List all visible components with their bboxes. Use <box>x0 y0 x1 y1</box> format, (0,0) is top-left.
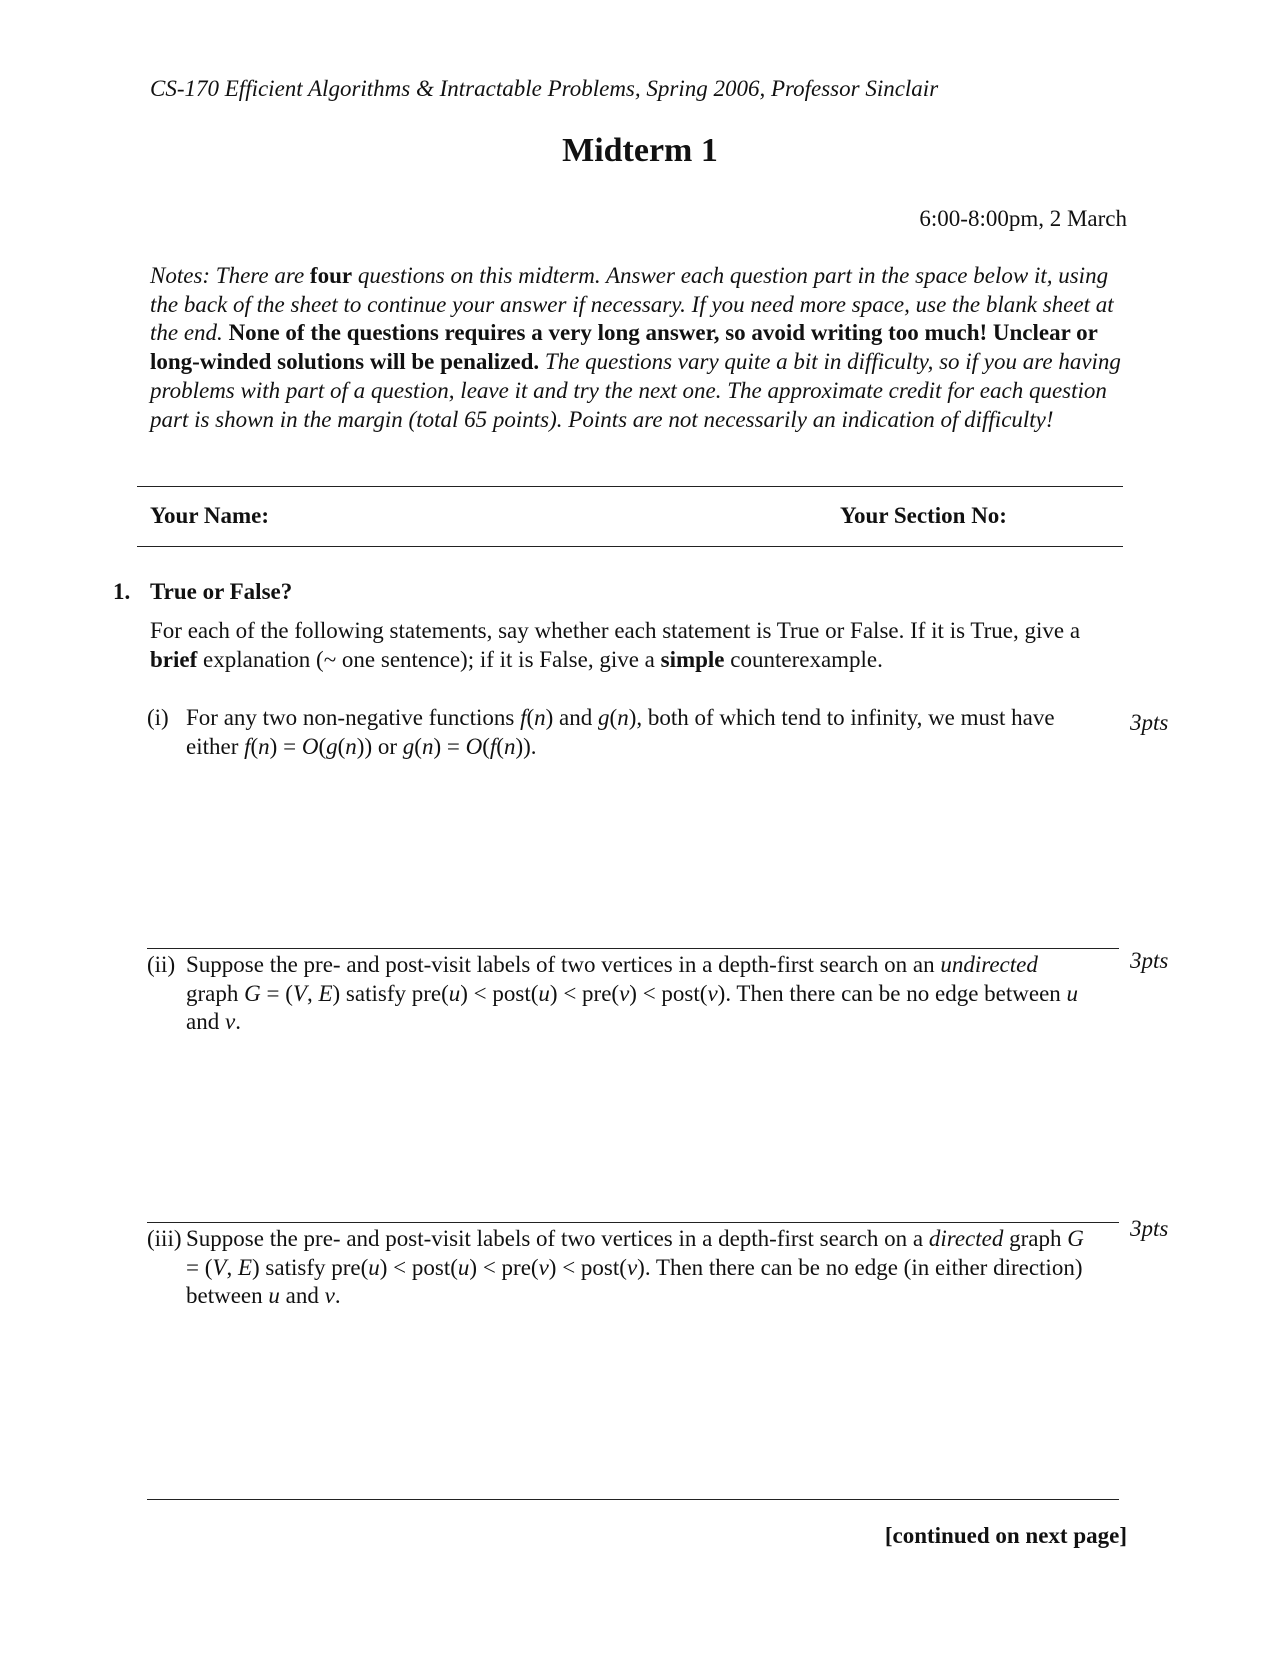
course-header: CS-170 Efficient Algorithms & Intractable Problems, Spring 2006, Professor Sinclair <box>150 76 939 101</box>
answer-line-iii <box>147 1499 1119 1500</box>
answer-line-ii <box>147 1222 1119 1223</box>
points-ii: 3pts <box>1130 948 1169 973</box>
divider-top <box>137 486 1123 487</box>
part-label: (ii) <box>147 952 176 977</box>
notes-bold-warning: None of the questions requires a very long answer, so avoid writing too much! Unclear or long-winded solutions will be penalized. <box>150 320 1098 375</box>
notes-text-3: The questions vary quite a bit in difficulty, so if you are having problems with part of a question, leave it and try the next one. The approximate credit for each question part is shown in the margin (total 65 points). Points are not necessarily an indication of difficulty! <box>150 349 1121 432</box>
name-label: Your Name: <box>150 503 270 528</box>
intro-text-3: counterexample. <box>724 646 883 672</box>
question-intro <box>150 617 1110 674</box>
intro-text-2: explanation (~ one sentence); if it is False, give a <box>197 646 661 672</box>
notes-bold-four: four <box>309 263 353 288</box>
section-label: Your Section No: <box>840 503 1007 528</box>
part-label: (iii) <box>147 1226 182 1251</box>
part-text: Suppose the pre- and post-visit labels of two vertices in a depth-first search on a directed graph G = (V, E) satisfy pre(u) < post(u) < pre(v) < post(v). Then there can be no edge (in either direction) between u and v. <box>186 1226 1084 1309</box>
intro-bold-simple: simple <box>660 646 725 672</box>
intro-text-1: For each of the following statements, say whether each statement is True or False. If it is True, give a <box>150 618 1081 643</box>
part-text: Suppose the pre- and post-visit labels of two vertices in a depth-first search on an undirected graph G = (V, E) satisfy pre(u) < post(u) < pre(v) < post(v). Then there can be no edge between u and v. <box>186 952 1079 1035</box>
notes-text-1: Notes: There are <box>150 263 310 288</box>
exam-time: 6:00-8:00pm, 2 March <box>919 206 1127 231</box>
question-part-i <box>147 704 1107 764</box>
intro-bold-brief: brief <box>150 646 198 672</box>
continued-note: [continued on next page] <box>884 1523 1127 1548</box>
points-i: 3pts <box>1130 710 1169 735</box>
notes-text-2: questions on this midterm. Answer each question part in the space below it, using the back of the sheet to continue your answer if necessary. If you need more space, use the blank sheet at the end. <box>150 263 1114 346</box>
question-part-ii <box>147 951 1107 1041</box>
question-heading: True or False? <box>150 579 293 604</box>
exam-notes <box>150 262 1130 434</box>
part-label: (i) <box>147 705 169 730</box>
question-number: 1. <box>113 579 131 604</box>
divider-bottom <box>137 546 1123 547</box>
page-title: Midterm 1 <box>562 132 718 169</box>
question-part-iii <box>147 1225 1107 1315</box>
points-iii: 3pts <box>1130 1216 1169 1241</box>
answer-line-i <box>147 948 1119 949</box>
part-text: For any two non-negative functions f(n) and g(n), both of which tend to infinity, we must have either f(n) = O(g(n)) or g(n) = O(f(n)). <box>186 705 1055 759</box>
